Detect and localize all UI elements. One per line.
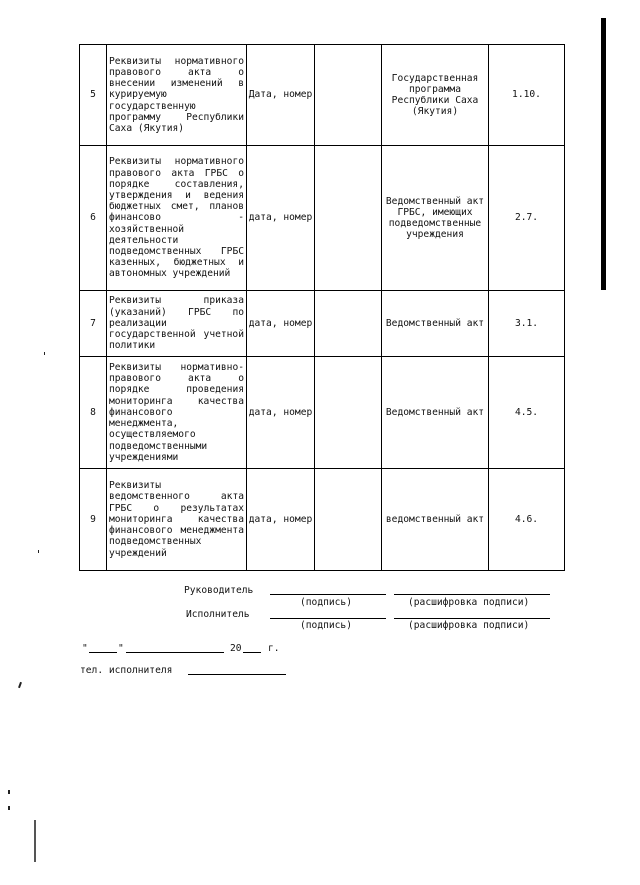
head-signature-line[interactable] (270, 594, 386, 595)
details-cell: дата, номер (247, 146, 315, 291)
head-decode-line[interactable] (394, 594, 550, 595)
value-cell (315, 45, 382, 146)
head-label: Руководитель (184, 585, 254, 596)
table-row (80, 45, 565, 146)
requisite-cell: Реквизиты нормативно-правового акта о порядке проведения мониторинга качества финансового менеджмента, осуществляемого подведомственными учреждениями (107, 357, 247, 469)
details-cell: дата, номер (247, 291, 315, 357)
scan-mark (44, 352, 45, 355)
act-type-cell: Государственная программа Республики Саха (Якутия) (382, 45, 489, 146)
requisite-cell: Реквизиты ведомственного акта ГРБС о результатах мониторинга качества финансового менеджмента подведомственных учреждений (107, 469, 247, 571)
row-number: 5 (80, 45, 107, 146)
scan-mark (8, 806, 10, 810)
code-cell: 2.7. (489, 146, 565, 291)
code-cell: 4.6. (489, 469, 565, 571)
signature-caption: (подпись) (300, 597, 352, 608)
act-type-cell: Ведомственный акт (382, 291, 489, 357)
requisite-cell: Реквизиты нормативного правового акта о внесении изменений в курируемую государственную программу Республики Саха (Якутия) (107, 45, 247, 146)
act-type-cell: Ведомственный акт (382, 357, 489, 469)
signature-caption: (подпись) (300, 620, 352, 631)
table-row (80, 357, 565, 469)
details-cell: дата, номер (247, 357, 315, 469)
year-suffix: г. (268, 643, 280, 654)
table-row (80, 291, 565, 357)
value-cell (315, 469, 382, 571)
value-cell (315, 291, 382, 357)
phone-label: тел. исполнителя (80, 665, 173, 676)
details-cell: Дата, номер (247, 45, 315, 146)
scan-mark (18, 682, 22, 688)
phone-line[interactable] (188, 674, 286, 675)
scan-edge-bar (601, 18, 606, 290)
executor-signature-line[interactable] (270, 618, 386, 619)
scan-mark (8, 790, 10, 794)
requisites-table (79, 44, 565, 571)
executor-label: Исполнитель (186, 609, 250, 620)
row-number: 8 (80, 357, 107, 469)
date-day-line[interactable] (89, 652, 117, 653)
value-cell (315, 357, 382, 469)
scan-mark (34, 820, 36, 862)
code-cell: 3.1. (489, 291, 565, 357)
scan-mark (38, 550, 39, 553)
executor-decode-line[interactable] (394, 618, 550, 619)
requisite-cell: Реквизиты нормативного правового акта ГРБС о порядке составления, утверждения и ведения бюджетных смет, планов финансово - хозяйственной деятельности подведомственных ГРБС казенных, бюджетных и автономных учреждений (107, 146, 247, 291)
value-cell (315, 146, 382, 291)
decode-caption: (расшифровка подписи) (408, 620, 530, 631)
year-prefix: 20 (230, 643, 242, 654)
act-type-cell: Ведомственный акт ГРБС, имеющих подведомственные учреждения (382, 146, 489, 291)
date-month-line[interactable] (126, 652, 224, 653)
act-type-cell: ведомственный акт (382, 469, 489, 571)
date-year-line[interactable] (243, 652, 261, 653)
requisite-cell: Реквизиты приказа (указаний) ГРБС по реализации государственной учетной политики (107, 291, 247, 357)
row-number: 9 (80, 469, 107, 571)
code-cell: 1.10. (489, 45, 565, 146)
date-close-quote: " (118, 643, 124, 654)
row-number: 7 (80, 291, 107, 357)
date-open-quote: " (82, 643, 88, 654)
details-cell: дата, номер (247, 469, 315, 571)
table-row (80, 146, 565, 291)
decode-caption: (расшифровка подписи) (408, 597, 530, 608)
table-row (80, 469, 565, 571)
row-number: 6 (80, 146, 107, 291)
code-cell: 4.5. (489, 357, 565, 469)
